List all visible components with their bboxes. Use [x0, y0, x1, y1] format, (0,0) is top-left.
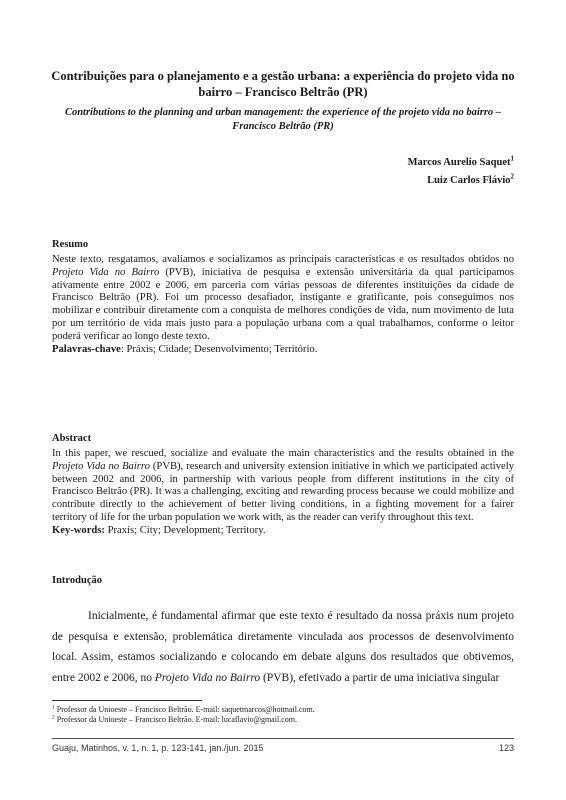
abstract-heading: Abstract: [52, 433, 92, 444]
paper-subtitle-english: Contributions to the planning and urban management: the experience of the projeto vida no bairro – Francisco Beltrão (PR): [64, 107, 502, 132]
abstract-project-name: Projeto Vida no Bairro: [52, 460, 150, 472]
footnote-1-mark: 1: [52, 704, 55, 711]
intro-text-after: (PVB), efetivado a partir de uma iniciativa singular: [260, 671, 500, 684]
author-2-footnote-mark: 2: [510, 172, 514, 181]
footnote-1: [52, 705, 315, 715]
page-number: 123: [498, 743, 514, 753]
author-1-name: Marcos Aurelio Saquet: [407, 157, 511, 168]
footnote-1-text: Professor da Unioeste – Francisco Beltrão. E-mail: saquetmarcos@hotmail.com.: [54, 705, 315, 714]
abstract-keywords-label: Key-words:: [52, 524, 105, 536]
resumo-paragraph: [52, 254, 514, 344]
footer-divider: [52, 738, 514, 739]
resumo-text-before: Neste texto, resgatamos, avaliamos e socializamos as principais características e os resultados obtidos no: [52, 254, 514, 265]
abstract-paragraph: [52, 448, 514, 538]
footnote-2: [52, 715, 297, 725]
paper-title: Contribuições para o planejamento e a gestão urbana: a experiência do projeto vida no bairro – Francisco Beltrão (PR): [51, 69, 515, 99]
resumo-keywords-list: : Práxis; Cidade; Desenvolvimento; Território.: [120, 344, 318, 355]
abstract-text-after: (PVB), research and university extension initiative in which we participated actively between 2002 and 2006, in partnership with various people from different institutions in the city of Francisco Beltrão (PR). It was a challenging, exciting and rewarding process because we could mobilize and contribute directly to the achievement of better living conditions, in a fighting movement for a fairer territory of life for the urban population we work with, as the reader can verify throughout this text.: [52, 460, 514, 523]
resumo-heading: Resumo: [52, 239, 89, 250]
journal-citation: Guaju, Matinhos, v. 1, n. 1, p. 123-141, jan./jun. 2015: [52, 743, 264, 753]
introducao-heading: Introdução: [52, 575, 102, 586]
footnote-2-text: Professor da Unioeste – Francisco Beltrão. E-mail: lucaflavio@gmail.com.: [54, 715, 297, 724]
author-2-name: Luiz Carlos Flávio: [427, 175, 511, 186]
resumo-text-after: (PVB), iniciativa de pesquisa e extensão universitária da qual participamos ativamente entre 2002 e 2006, em parceria com várias pessoas de diferentes instituições da cidade de Francisco Beltrão (PR). Foi um processo desafiador, instigante e gratificante, pois conseguimos nos mobilizar e contribuir diretamente com a conquista de melhores condições de vida, num movimento de luta por um território de vida mais justo para a população urbana com a qual trabalhamos, conforme o leitor poderá verificar ao longo deste texto.: [52, 266, 514, 342]
author-2: [427, 174, 514, 187]
resumo-keywords: [52, 344, 514, 357]
introducao-paragraph: [52, 606, 514, 688]
abstract-keywords-list: Praxis; City; Development; Territory.: [104, 524, 266, 536]
intro-project-name: Projeto Vida no Bairro: [154, 671, 261, 684]
abstract-text-before: In this paper, we rescued, socialize and evaluate the main characteristics and the results obtained in the: [52, 448, 514, 459]
footnote-2-mark: 2: [52, 714, 55, 721]
intro-text-before: Inicialmente, é fundamental afirmar que este texto é resultado da nossa práxis num projeto de pesquisa e extensão, problemática diretamente vinculada aos processos de desenvolvimento local. Assim, estamos socializando e colocando em debate alguns dos resultados que obtivemos, entre 2002 e 2006, no: [52, 610, 514, 684]
author-1: [408, 156, 514, 169]
author-1-footnote-mark: 1: [510, 154, 514, 163]
footnote-divider: [52, 700, 202, 701]
resumo-keywords-label: Palavras-chave: [52, 344, 121, 355]
resumo-project-name: Projeto Vida no Bairro: [52, 266, 160, 278]
